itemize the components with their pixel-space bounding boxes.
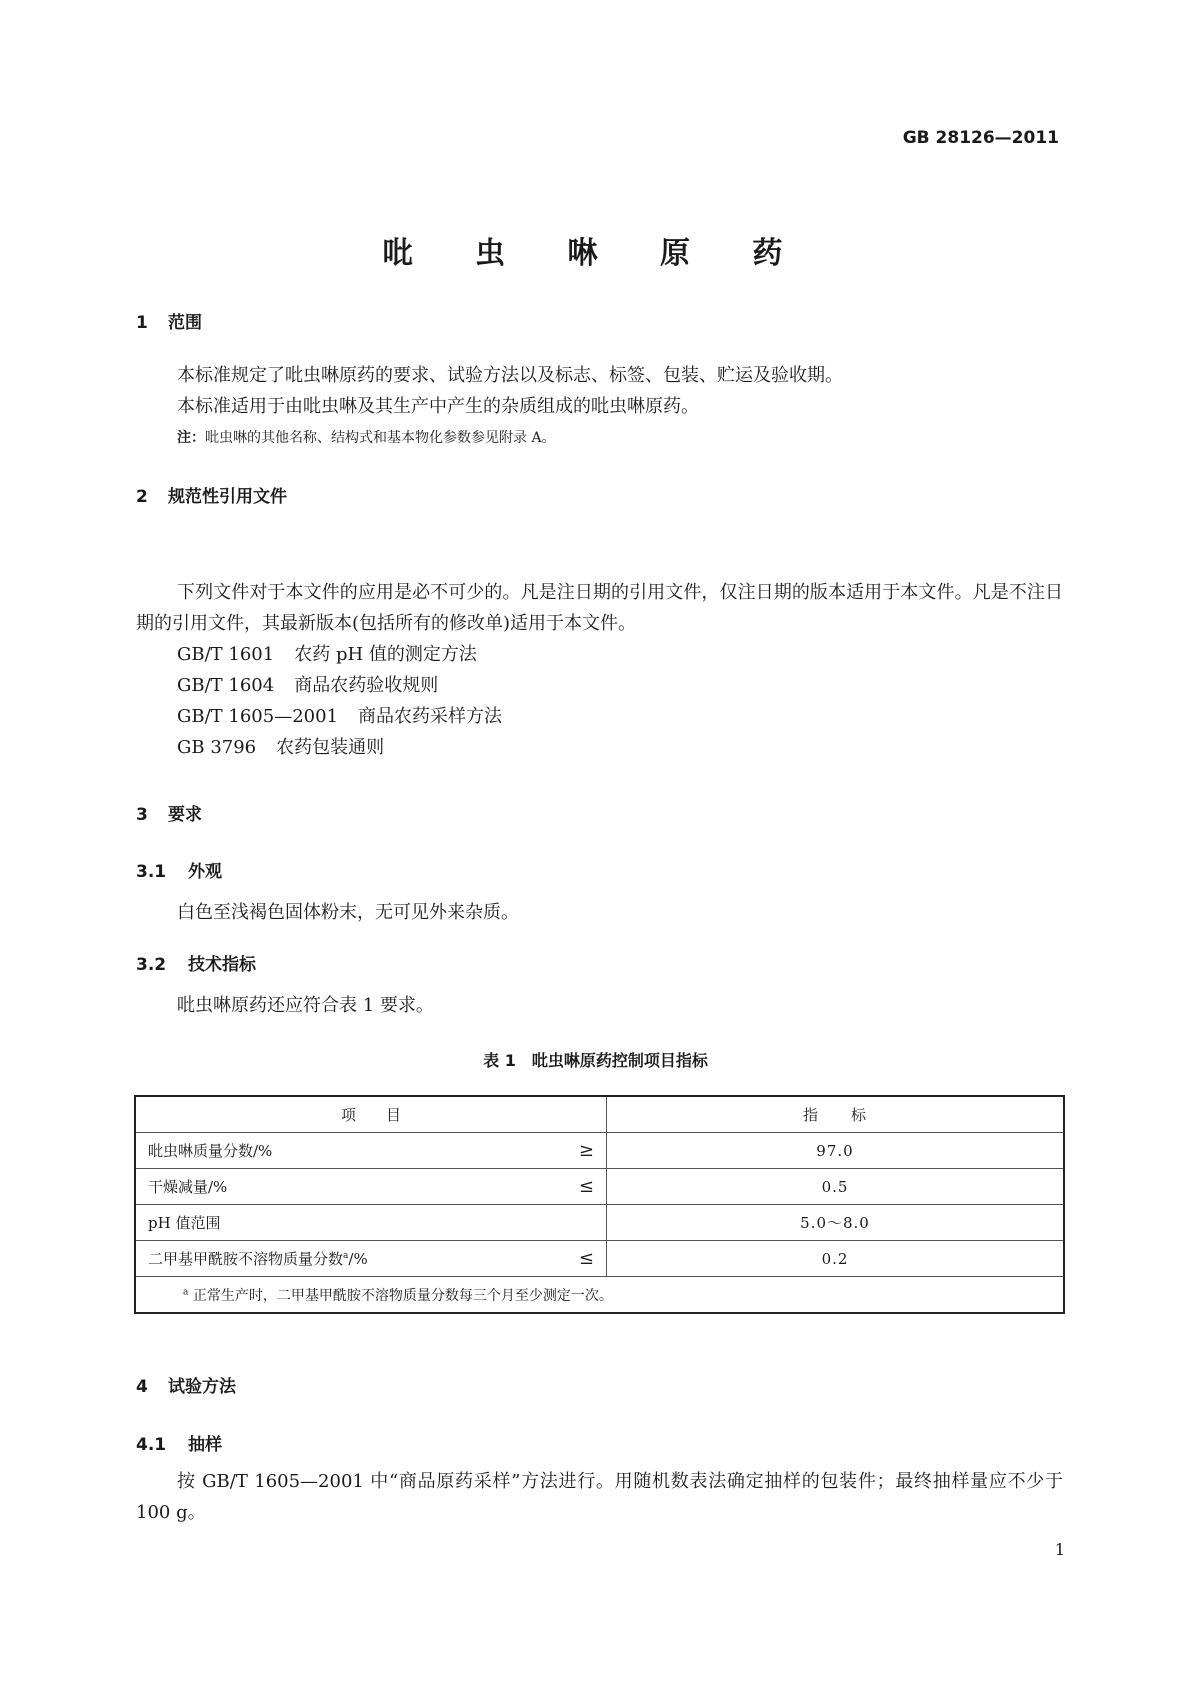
reference-item	[177, 639, 477, 670]
document-title: 吡 虫 啉 原 药	[382, 236, 809, 271]
row-value: 0.2	[607, 1241, 1065, 1277]
row-item-cell	[135, 1169, 607, 1205]
row-item-cell	[135, 1133, 607, 1169]
section-number: 3	[136, 805, 148, 825]
table-row	[135, 1241, 1064, 1277]
reference-code: GB/T 1605—2001	[177, 706, 339, 727]
standard-code: GB 28126—2011	[902, 128, 1059, 148]
footnote-text: 正常生产时，二甲基甲酰胺不溶物质量分数每三个月至少测定一次。	[192, 1287, 613, 1304]
section-4-heading	[136, 1372, 236, 1397]
section-1-paragraph-2: 本标准适用于由吡虫啉及其生产中产生的杂质组成的吡虫啉原药。	[177, 396, 699, 417]
reference-item	[177, 732, 384, 763]
reference-code: GB/T 1604	[177, 675, 275, 696]
section-number: 4.1	[136, 1435, 167, 1455]
row-item-cell	[135, 1241, 607, 1277]
reference-item	[177, 670, 438, 701]
reference-title: 农药 pH 值的测定方法	[294, 644, 477, 665]
table-row	[135, 1205, 1064, 1241]
row-item-unit: /%	[348, 1250, 368, 1268]
comparison-symbol: ≤	[578, 1176, 594, 1197]
footnote-marker: a	[183, 1286, 189, 1297]
row-value: 97.0	[607, 1133, 1065, 1169]
section-4-1-heading	[136, 1430, 222, 1455]
row-item-label: 吡虫啉质量分数/%	[148, 1142, 273, 1160]
row-item-label: 二甲基甲酰胺不溶物质量分数	[148, 1250, 344, 1268]
section-1-paragraph-1: 本标准规定了吡虫啉原药的要求、试验方法以及标志、标签、包装、贮运及验收期。	[177, 365, 843, 386]
appearance-text: 白色至浅褐色固体粉末，无可见外来杂质。	[177, 902, 519, 923]
table-header-row	[135, 1096, 1064, 1133]
comparison-symbol: ≤	[578, 1248, 594, 1269]
reference-code: GB 3796	[177, 737, 257, 758]
technical-spec-text: 吡虫啉原药还应符合表 1 要求。	[177, 995, 434, 1016]
section-3-1-heading	[136, 857, 222, 882]
header-value: 指 标	[607, 1096, 1065, 1133]
row-item-label: 干燥减量/%	[148, 1178, 228, 1196]
reference-item	[177, 701, 502, 732]
section-title: 外观	[188, 862, 222, 882]
note-text: 吡虫啉的其他名称、结构式和基本物化参数参见附录 A。	[205, 430, 556, 446]
comparison-symbol: ≥	[578, 1140, 594, 1161]
section-title: 试验方法	[168, 1377, 236, 1397]
section-title: 抽样	[188, 1435, 222, 1455]
section-title: 要求	[168, 805, 202, 825]
section-title: 规范性引用文件	[168, 487, 287, 507]
section-2-heading	[136, 482, 287, 507]
table-footnote	[135, 1277, 1064, 1314]
reference-title: 农药包装通则	[276, 737, 385, 758]
note-label: 注：	[177, 430, 205, 446]
row-value: 0.5	[607, 1169, 1065, 1205]
spec-table	[134, 1095, 1065, 1314]
table-footnote-row	[135, 1277, 1064, 1314]
table-row	[135, 1133, 1064, 1169]
sampling-text: 按 GB/T 1605—2001 中“商品原药采样”方法进行。用随机数表法确定抽样的包装件；最终抽样量应不少于 100 g。	[136, 1471, 1063, 1523]
section-1-note	[177, 427, 556, 447]
section-number: 2	[136, 487, 148, 507]
section-2-intro: 下列文件对于本文件的应用是必不可少的。凡是注日期的引用文件，仅注日期的版本适用于本文件。凡是不注日期的引用文件，其最新版本(包括所有的修改单)适用于本文件。	[136, 582, 1063, 634]
header-item: 项 目	[135, 1096, 607, 1133]
row-item-label: pH 值范围	[148, 1214, 221, 1232]
reference-code: GB/T 1601	[177, 644, 275, 665]
section-title: 技术指标	[188, 955, 256, 975]
row-value: 5.0～8.0	[607, 1205, 1065, 1241]
section-3-heading	[136, 800, 202, 825]
section-number: 3.2	[136, 955, 167, 975]
footnote-marker: a	[343, 1251, 349, 1261]
section-1-heading	[136, 308, 202, 333]
table-caption: 表 1 吡虫啉原药控制项目指标	[483, 1051, 708, 1070]
table-row	[135, 1169, 1064, 1205]
section-3-2-heading	[136, 950, 256, 975]
section-number: 1	[136, 313, 148, 333]
reference-title: 商品农药验收规则	[294, 675, 439, 696]
section-title: 范围	[168, 313, 202, 333]
section-number: 3.1	[136, 862, 167, 882]
section-number: 4	[136, 1377, 148, 1397]
page-number: 1	[1054, 1540, 1065, 1559]
row-item-cell	[135, 1205, 607, 1241]
reference-title: 商品农药采样方法	[358, 706, 503, 727]
